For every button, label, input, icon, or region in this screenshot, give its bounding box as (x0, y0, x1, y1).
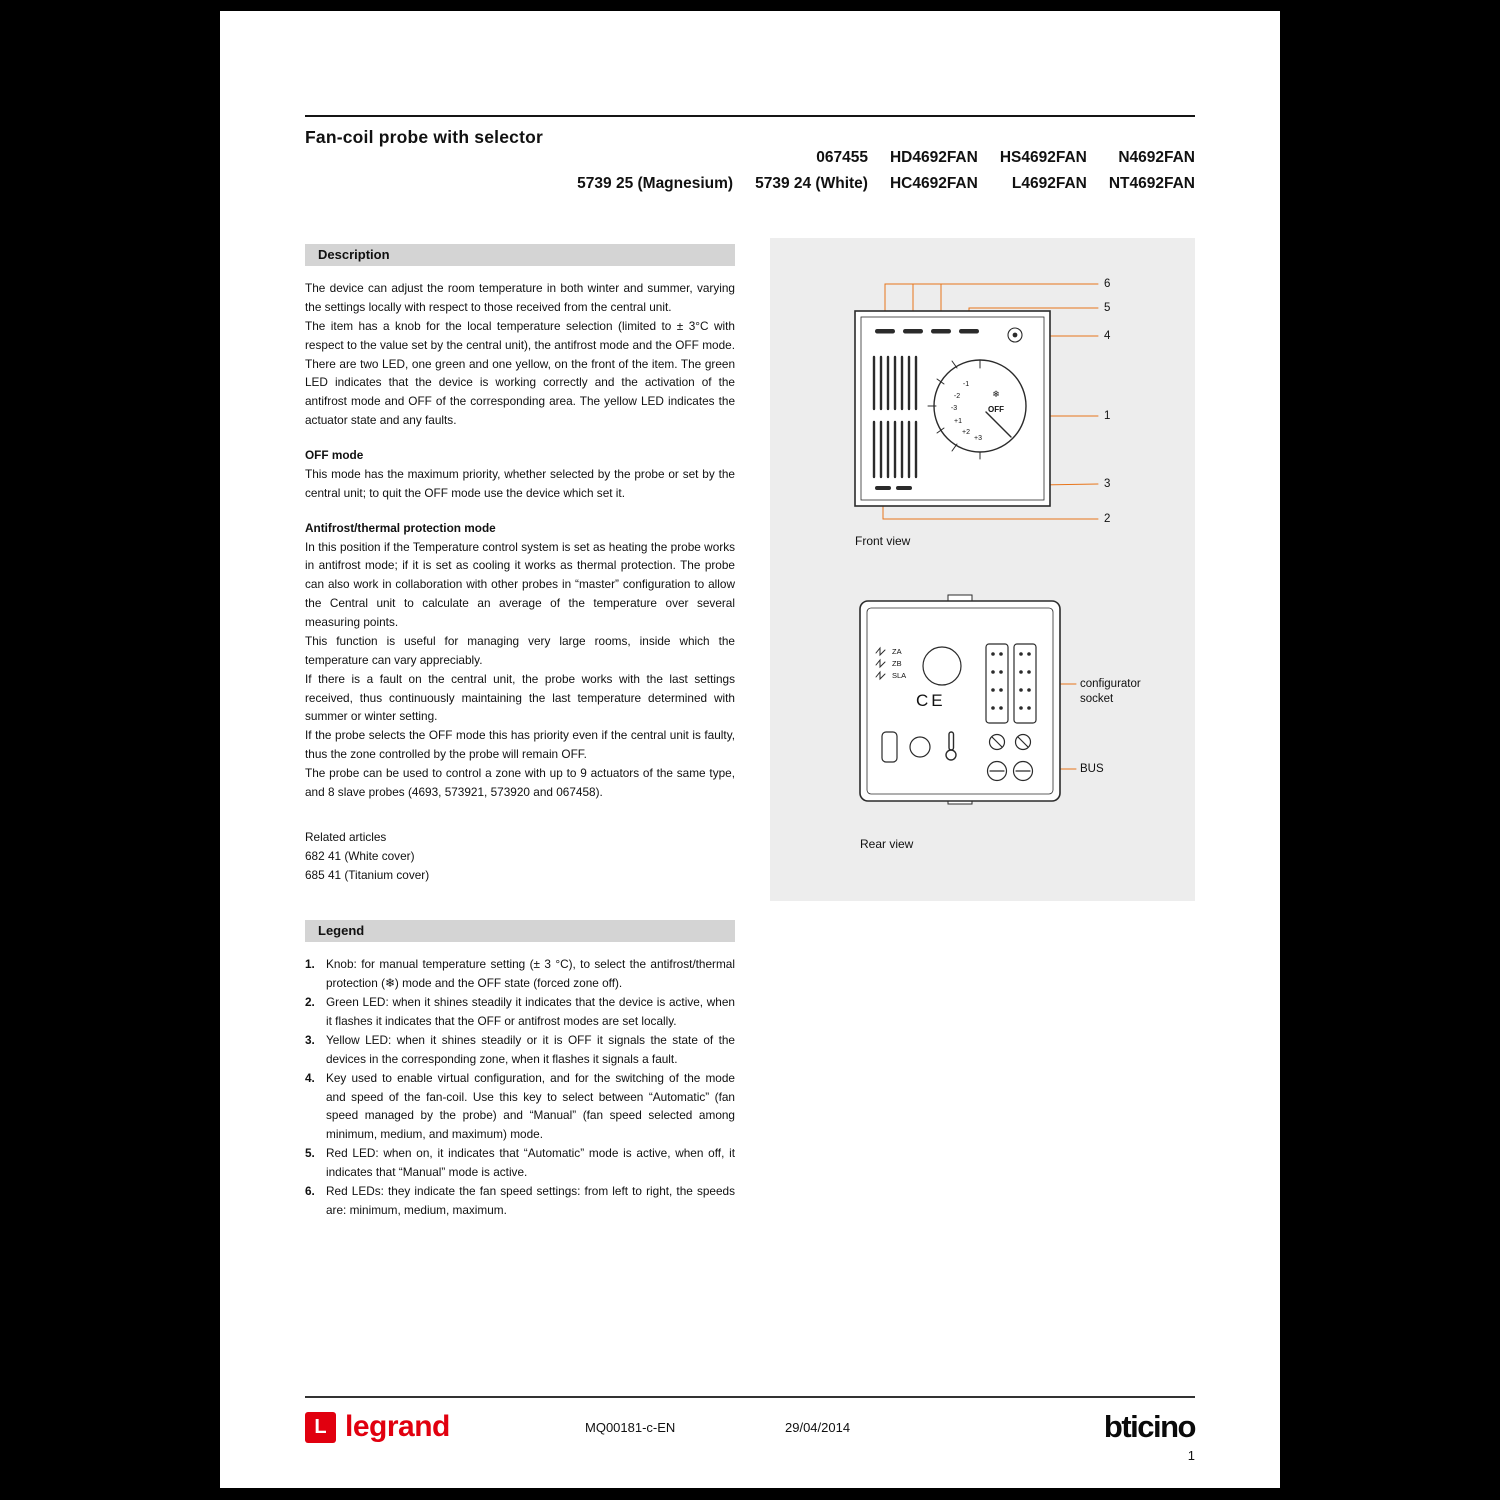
callout-number-3: 3 (1104, 478, 1111, 490)
legend-item (305, 1144, 735, 1182)
terminal-label-zb: ZB (892, 659, 902, 668)
snowflake-icon: ❄ (992, 389, 1000, 399)
callout-number-4: 4 (1104, 330, 1111, 342)
paragraph: This mode has the maximum priority, whether selected by the probe or set by the central unit; to quit the OFF mode use the device which set it. (305, 466, 735, 500)
legend-item (305, 1031, 735, 1069)
legend-number: 5. (305, 1146, 315, 1161)
product-code: 5739 25 (Magnesium) (577, 175, 734, 192)
vent-grille-lower (874, 422, 916, 477)
legrand-logo-icon: L (305, 1412, 336, 1443)
legend-number: 4. (305, 1070, 315, 1085)
front-view-label: Front view (855, 534, 911, 548)
mode-key-button (1008, 328, 1022, 342)
paragraph: This function is useful for managing very large rooms, inside which the temperature can vary appreciably. (305, 633, 735, 667)
ce-mark: CE (916, 691, 946, 710)
legend-text: Red LED: when on, it indicates that “Automatic” mode is active, when off, it indicates that “Manual” mode is active. (326, 1146, 735, 1179)
terminal-label-za: ZA (892, 647, 902, 656)
paragraph: The device can adjust the room temperature in both winter and summer, varying the settings locally with respect to those received from the central unit. (305, 281, 735, 314)
terminal-label-sla: SLA (892, 671, 907, 680)
product-codes-row (555, 149, 1195, 175)
legend-section-header: Legend (305, 920, 735, 942)
paragraph: The item has a knob for the local temperature selection (limited to ± 3°C with respect to the value set by the central unit), the antifrost mode and the OFF mode. There are two LED, one green and one yellow, on the front of the item. The green LED indicates that the device is working correctly and the activation of the antifrost mode and OFF of the corresponding area. The yellow LED indicates the actuator state and any faults. (305, 318, 735, 428)
paragraph: If there is a fault on the central unit, the probe works with the last settings received, thus continuously maintaining the last temperature determined with summer or winter setting. (305, 671, 735, 724)
knob-scale-label: -3 (950, 405, 958, 412)
legend-text: Knob: for manual temperature setting (± 3 °C), to select the antifrost/thermal protection (❄) mode and the OFF state (forced zone off). (326, 957, 735, 991)
diagram-panel (770, 238, 1195, 901)
knob-scale-label: +1 (954, 418, 962, 425)
legend-list (305, 955, 735, 1219)
bus-callout: BUS (1080, 763, 1104, 775)
description-section-header: Description (305, 244, 735, 266)
legend-text: Yellow LED: when it shines steadily or it is OFF it signals the state of the devices in the corresponding zone, when it flashes it signals a fault. (326, 1032, 735, 1066)
related-heading: Related articles (305, 829, 387, 844)
legend-text: Key used to enable virtual configuration, and for the switching of the mode and speed of the fan-coil. Use this key to select between “Automatic” (fan speed managed by the probe) and “Manual” (fan speed selected among minimum, medium, and maximum) mode. (326, 1070, 735, 1142)
configurator-callout-line1: configurator (1080, 678, 1141, 690)
legend-text: Red LEDs: they indicate the fan speed settings: from left to right, the speeds are: minimum, medium, maximum. (326, 1183, 735, 1217)
rear-hole (910, 737, 930, 757)
header-rule (305, 115, 1195, 117)
document-code: MQ00181-c-EN (585, 1420, 676, 1435)
description-body (305, 279, 735, 884)
paragraph: If the probe selects the OFF mode this has priority even if the central unit is faulty, thus the zone controlled by the probe will remain OFF. (305, 728, 735, 762)
off-mode-heading: OFF mode (305, 448, 364, 462)
knob-scale-label: -2 (953, 393, 961, 400)
legend-number: 6. (305, 1183, 315, 1198)
product-code: 5739 24 (White) (755, 175, 868, 192)
legend-number: 3. (305, 1032, 315, 1047)
rear-view-label: Rear view (860, 837, 914, 851)
rear-view-diagram (860, 595, 1076, 804)
knob-off-label: OFF (988, 405, 1004, 414)
front-view-diagram (855, 284, 1098, 519)
paragraph: In this position if the Temperature control system is set as heating the probe works in antifrost mode; if it is set as cooling it works as thermal protection. The probe can also work in collaboration with other probes in “master” configuration to allow the Central unit to calculate an average of the temperature over several measuring points. (305, 539, 735, 629)
callout-number-2: 2 (1104, 513, 1111, 525)
page-title: Fan-coil probe with selector (305, 127, 543, 147)
callout-number-1: 1 (1104, 410, 1111, 422)
callout-number-6: 6 (1104, 278, 1111, 290)
legrand-wordmark: legrand (345, 1410, 450, 1443)
legend-text: Green LED: when it shines steadily it indicates that the device is active, when it flashes it indicates that the OFF or antifrost modes are set locally. (326, 995, 735, 1028)
product-code: 067455 (816, 149, 868, 166)
related-item: 682 41 (White cover) (305, 848, 415, 863)
product-code: HD4692FAN (889, 149, 978, 166)
product-code: HC4692FAN (889, 175, 978, 192)
device-diagrams (770, 238, 1195, 901)
product-codes-row (555, 175, 1195, 201)
product-code: N4692FAN (1118, 149, 1195, 166)
configurator-callout-line2: socket (1080, 693, 1114, 705)
product-code (555, 149, 733, 175)
callout-number-5: 5 (1104, 302, 1111, 314)
legend-item (305, 955, 735, 993)
legend-item (305, 1182, 735, 1220)
legend-number: 1. (305, 957, 315, 972)
vent-grille-upper (874, 357, 916, 409)
page-number: 1 (1187, 1448, 1195, 1463)
legrand-logo (305, 1410, 450, 1444)
paragraph: The probe can be used to control a zone with up to 9 actuators of the same type, and 8 slave probes (4693, 573921, 573920 and 067458). (305, 766, 735, 799)
related-item: 685 41 (Titanium cover) (305, 867, 430, 882)
bticino-logo: bticino (1103, 1409, 1195, 1444)
legend-item (305, 1069, 735, 1145)
product-code: L4692FAN (1011, 175, 1087, 192)
related-articles (305, 828, 735, 885)
product-codes-table (555, 149, 1195, 201)
product-code: HS4692FAN (999, 149, 1087, 166)
document-date: 29/04/2014 (785, 1420, 851, 1435)
antifrost-heading: Antifrost/thermal protection mode (305, 520, 496, 535)
rear-slot (882, 732, 897, 762)
knob-scale-label: +2 (962, 429, 970, 436)
knob-scale-label: -1 (962, 381, 970, 388)
knob-scale-label: +3 (974, 435, 982, 442)
footer-rule (305, 1396, 1195, 1398)
product-code: NT4692FAN (1108, 175, 1195, 192)
legend-item (305, 993, 735, 1031)
legend-number: 2. (305, 995, 315, 1010)
document-page (220, 11, 1280, 1488)
text-column (305, 244, 735, 1220)
sensor-opening (923, 647, 961, 685)
